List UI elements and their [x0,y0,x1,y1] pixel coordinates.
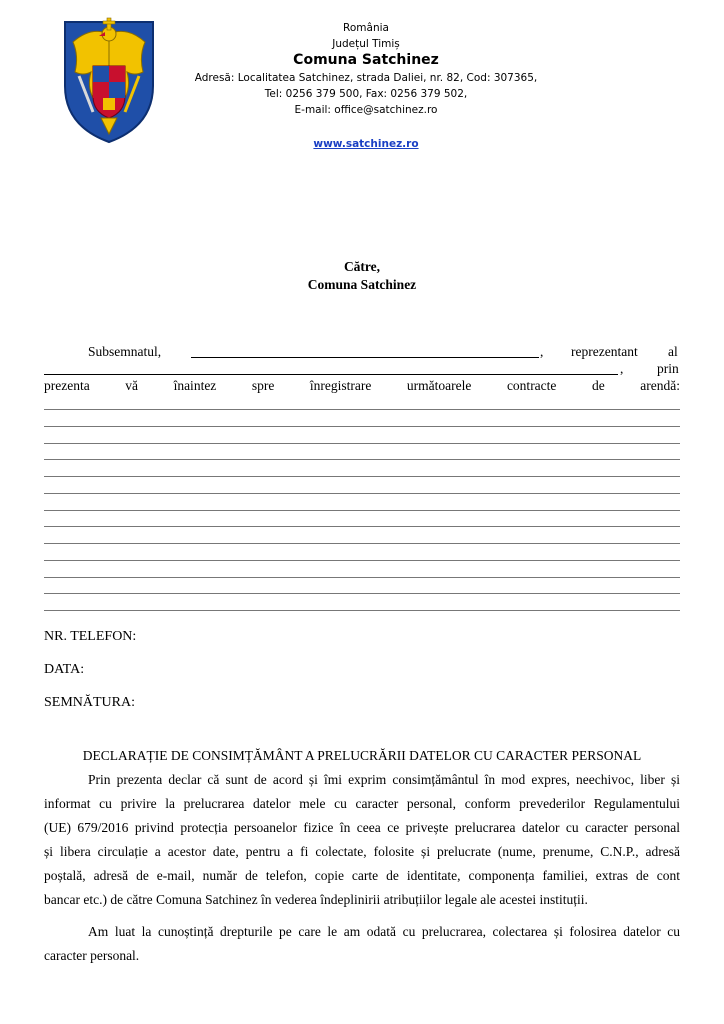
label-subsemnatul: Subsemnatul, [88,344,162,359]
declaration-line: și libera circulație a acestor date, pentru a fi colectate, folosite și prelucrate (nume, prenume, C.N.P., adresă [44,844,680,859]
form-intro-line: prezenta vă înaintez spre înregistrare următoarele contracte de arendă: [44,378,680,393]
label-prin: prin [657,361,679,376]
header-country: România [343,22,389,34]
label-al: al [668,344,678,359]
declaration-paragraph-2 [44,920,680,968]
blank-line[interactable] [44,493,680,494]
declaration-paragraph-1 [44,768,680,912]
label-reprezentant: reprezentant [571,344,638,359]
header-phone: Tel: 0256 379 500, Fax: 0256 379 502, [264,88,468,100]
blank-line[interactable] [44,409,680,410]
addressee-line1: Către, [343,259,381,274]
header-email: E-mail: office@satchinez.ro [294,104,438,116]
blank-line[interactable] [44,510,680,511]
website-link[interactable]: www.satchinez.ro [313,138,419,150]
declaration-title: DECLARAȚIE DE CONSIMȚĂMÂNT A PRELUCRĂRII DATELOR CU CARACTER PERSONAL [82,748,642,763]
blank-line[interactable] [44,577,680,578]
declaration-line: poștală, adresă de e-mail, număr de telefon, copie carte de identitate, componența familiei, extras de cont [44,868,680,883]
blank-line[interactable] [44,543,680,544]
blank-line[interactable] [44,443,680,444]
blank-line[interactable] [44,610,680,611]
header-commune: Comuna Satchinez [293,52,439,68]
addressee-line2: Comuna Satchinez [307,277,417,292]
blank-line[interactable] [44,476,680,477]
comma-1: , [540,344,544,359]
blank-line[interactable] [44,593,680,594]
comma-2: , [620,361,624,376]
label-data: DATA: [44,662,85,677]
blank-line[interactable] [44,560,680,561]
blank-line[interactable] [44,526,680,527]
declaration-line: bancar etc.) de către Comuna Satchinez în vederea îndeplinirii atribuțiilor legale ale acestei instituții. [44,892,588,907]
representative-fill-line[interactable] [44,374,618,375]
declaration-line: Prin prezenta declar că sunt de acord și îmi exprim consimțământul în mod expres, neechivoc, liber și [88,772,680,787]
blank-line[interactable] [44,426,680,427]
name-fill-line[interactable] [191,357,539,358]
declaration-line: informat cu privire la prelucrarea datelor mele cu caracter personal, conform prevederilor Regulamentului [44,796,680,811]
declaration-line: Am luat la cunoștință drepturile pe care le am odată cu prelucrarea, colectarea și folosirea datelor cu [88,924,680,939]
header-address: Adresă: Localitatea Satchinez, strada Daliei, nr. 82, Cod: 307365, [194,72,538,84]
coat-of-arms-logo [61,16,157,146]
declaration-line: caracter personal. [44,948,140,963]
label-telefon: NR. TELEFON: [44,629,137,644]
header-county: Județul Timiș [332,38,400,50]
blank-line[interactable] [44,459,680,460]
label-semnatura: SEMNĂTURA: [44,695,136,710]
declaration-line: (UE) 679/2016 privind protecția persoanelor fizice în ceea ce privește prelucrarea datelor cu caracter personal [44,820,680,835]
